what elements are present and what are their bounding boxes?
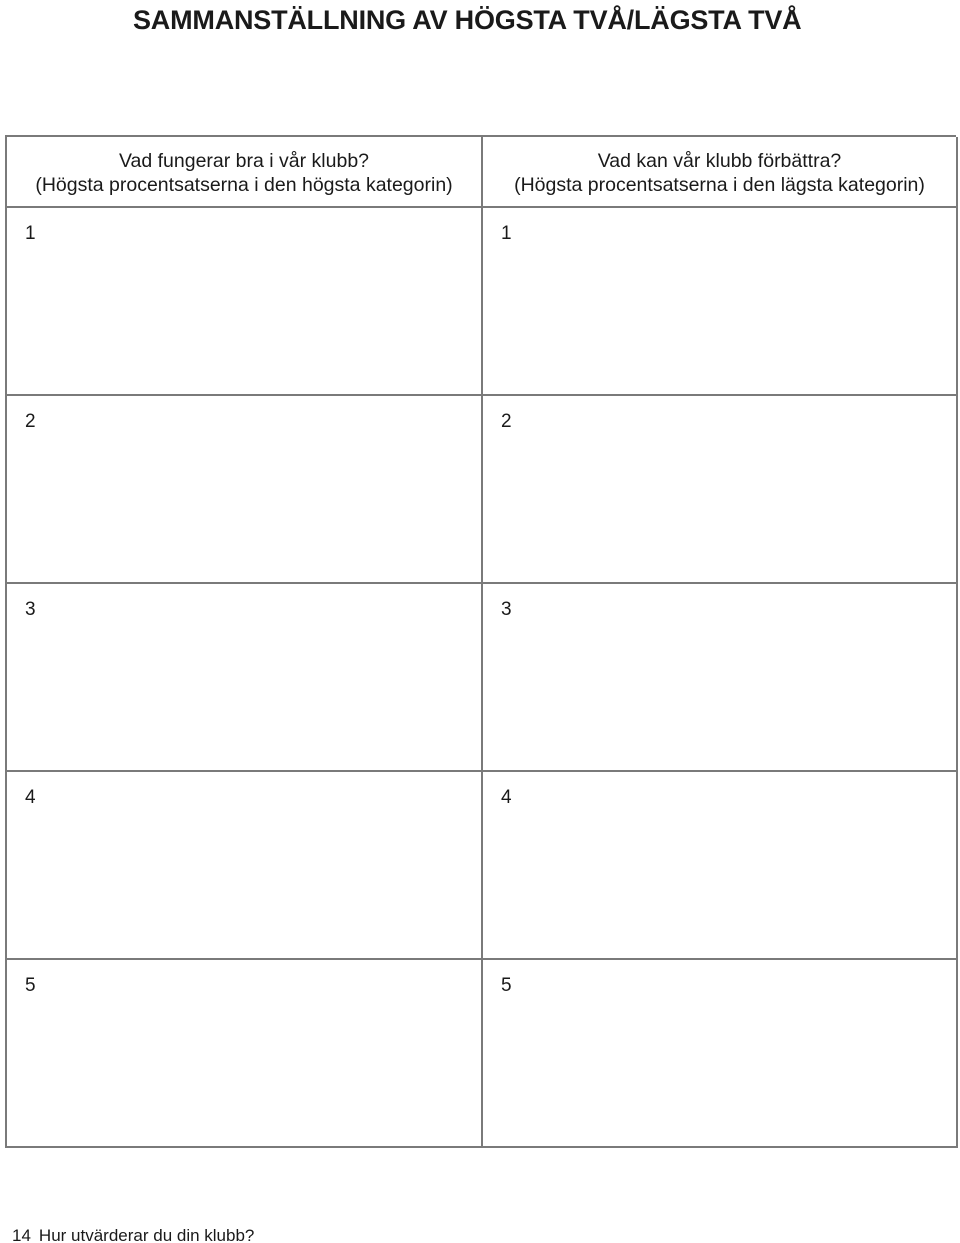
entry-cell-improvement-2[interactable]: [483, 396, 958, 584]
row-number: 1: [501, 223, 512, 244]
row-number: 4: [501, 787, 512, 808]
column-header-improvements: [483, 137, 958, 208]
entry-cell-strength-1[interactable]: [7, 208, 483, 396]
entry-cell-strength-2[interactable]: [7, 396, 483, 584]
page-title: SAMMANSTÄLLNING AV HÖGSTA TVÅ/LÄGSTA TVÅ: [133, 5, 802, 35]
row-number: 3: [25, 599, 36, 620]
column-heading: Vad kan vår klubb förbättra?: [597, 149, 842, 172]
entry-cell-strength-5[interactable]: [7, 960, 483, 1148]
row-number: 3: [501, 599, 512, 620]
entry-cell-strength-4[interactable]: [7, 772, 483, 960]
entry-cell-strength-3[interactable]: [7, 584, 483, 772]
row-number: 2: [25, 411, 36, 432]
row-number: 2: [501, 411, 512, 432]
row-number: 1: [25, 223, 36, 244]
column-subheading: (Högsta procentsatserna i den högsta kategorin): [35, 173, 453, 196]
row-number: 5: [501, 975, 512, 996]
footer-text: Hur utvärderar du din klubb?: [38, 1226, 255, 1243]
column-heading: Vad fungerar bra i vår klubb?: [118, 149, 370, 172]
entry-cell-improvement-1[interactable]: [483, 208, 958, 396]
row-number: 4: [25, 787, 36, 808]
column-header-strengths: [7, 137, 483, 208]
summary-table: [5, 135, 956, 1148]
row-number: 5: [25, 975, 36, 996]
entry-cell-improvement-4[interactable]: [483, 772, 958, 960]
entry-cell-improvement-3[interactable]: [483, 584, 958, 772]
column-subheading: (Högsta procentsatserna i den lägsta kategorin): [514, 173, 925, 196]
page-footer: [12, 1226, 254, 1243]
page-number: 14: [12, 1226, 31, 1243]
entry-cell-improvement-5[interactable]: [483, 960, 958, 1148]
